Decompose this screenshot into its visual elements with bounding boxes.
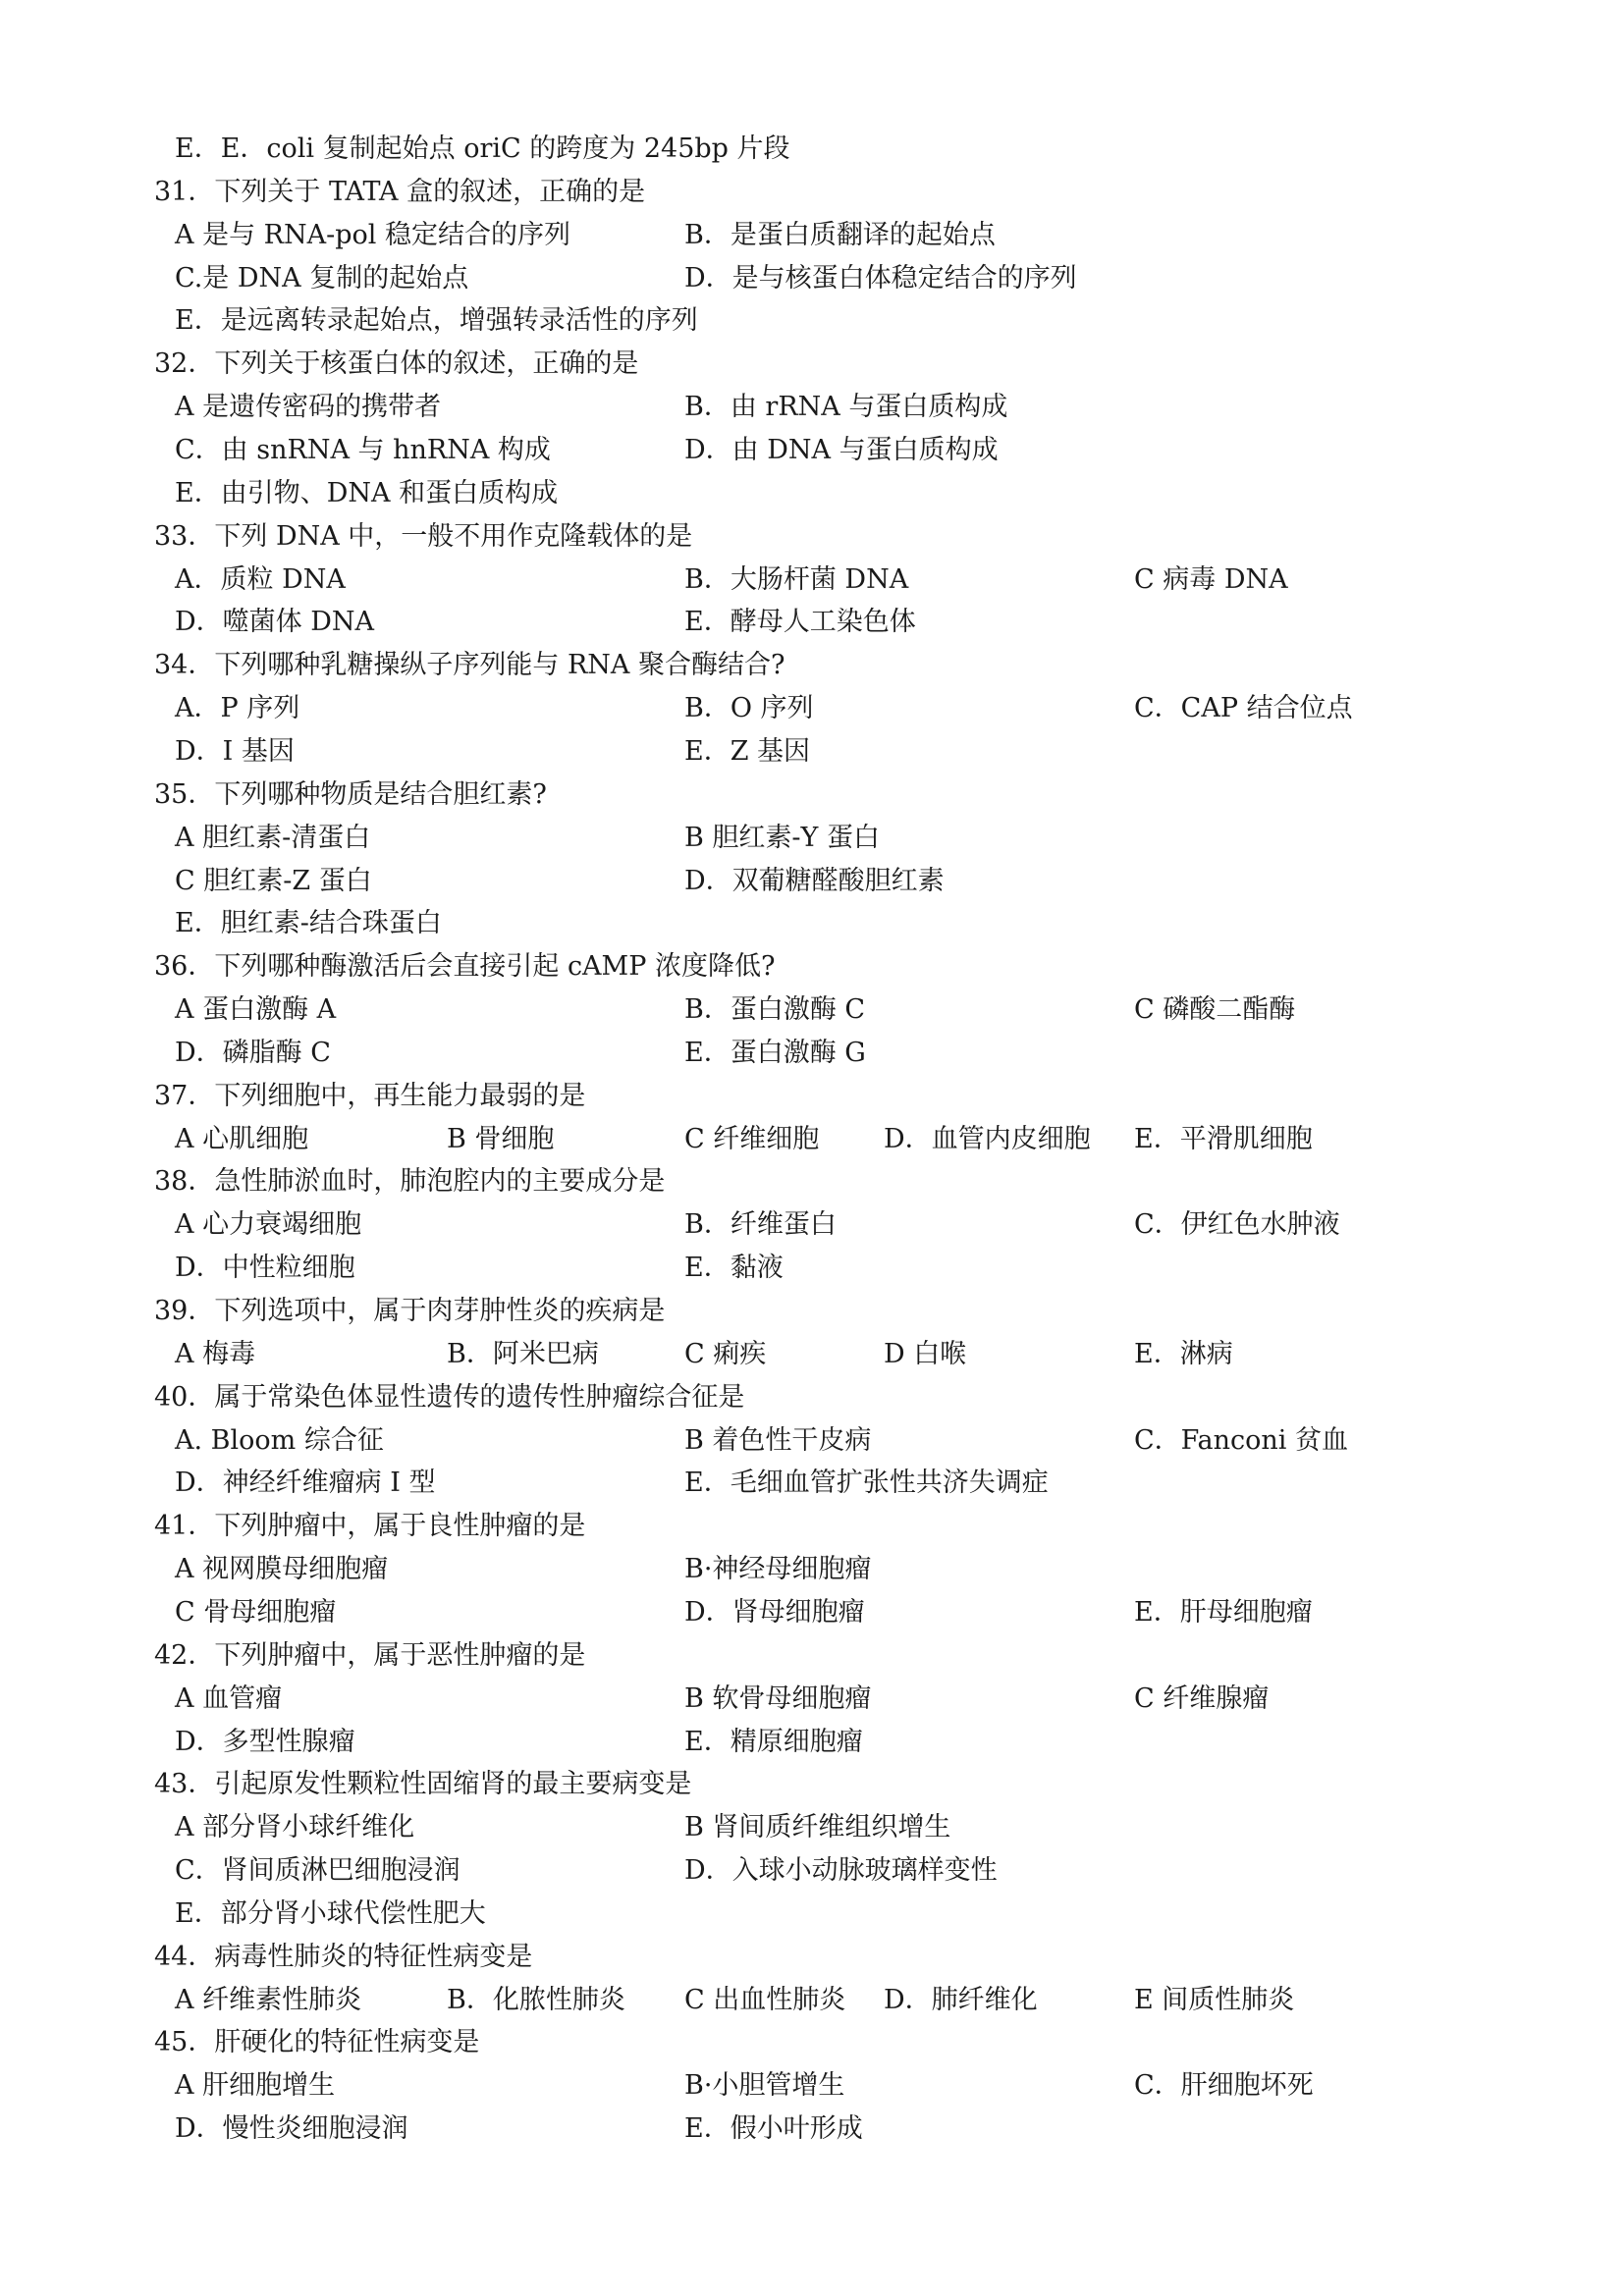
option-text: A 部分肾小球纤维化 — [175, 1812, 415, 1843]
question-stem-row — [0, 171, 1624, 214]
option-row — [0, 1118, 1624, 1161]
question-stem: 31．下列关于 TATA 盒的叙述，正确的是 — [154, 176, 646, 207]
option-text: C.是 DNA 复制的起始点 — [175, 262, 469, 294]
question-stem: 32．下列关于核蛋白体的叙述，正确的是 — [154, 348, 639, 380]
option-text: D．磷脂酶 C — [175, 1037, 331, 1068]
option-row — [0, 1032, 1624, 1075]
option-text: B．蛋白激酶 C — [684, 994, 866, 1025]
option-text: D．由 DNA 与蛋白质构成 — [684, 434, 999, 465]
option-text: E．平滑肌细胞 — [1134, 1123, 1313, 1154]
option-text: D．多型性腺瘤 — [175, 1726, 355, 1757]
option-text: A 血管瘤 — [175, 1682, 283, 1714]
option-row — [0, 601, 1624, 644]
option-text: B 软骨母细胞瘤 — [684, 1682, 872, 1714]
option-text: B．由 rRNA 与蛋白质构成 — [684, 392, 1008, 423]
question-stem-row — [0, 1376, 1624, 1419]
option-text: C．肝细胞坏死 — [1134, 2070, 1314, 2102]
option-row — [0, 730, 1624, 774]
option-text: E．毛细血管扩张性共济失调症 — [684, 1468, 1049, 1499]
option-text: C 病毒 DNA — [1134, 563, 1288, 595]
option-text: E 间质性肺炎 — [1134, 1984, 1295, 2015]
question-stem-row — [0, 1075, 1624, 1118]
option-text: E．由引物、DNA 和蛋白质构成 — [175, 477, 559, 508]
option-text: C 痢疾 — [684, 1338, 767, 1369]
option-text: C 胆红素-Z 蛋白 — [175, 865, 372, 896]
question-stem: 40．属于常染色体显性遗传的遗传性肿瘤综合征是 — [154, 1381, 745, 1413]
option-text: B·小胆管增生 — [684, 2070, 845, 2102]
question-stem: 36．下列哪种酶激活后会直接引起 cAMP 浓度降低? — [154, 951, 776, 983]
question-stem-row — [0, 1505, 1624, 1548]
option-text: C 纤维细胞 — [684, 1123, 820, 1154]
option-row — [0, 2064, 1624, 2108]
option-row — [0, 1548, 1624, 1591]
option-text: E．部分肾小球代偿性肥大 — [175, 1897, 486, 1929]
option-text: B．化脓性肺炎 — [447, 1984, 625, 2015]
option-text: D．入球小动脉玻璃样变性 — [684, 1855, 998, 1886]
option-text: D．肾母细胞瘤 — [684, 1596, 865, 1628]
option-text: D．慢性炎细胞浸润 — [175, 2113, 408, 2145]
option-text: E．是远离转录起始点，增强转录活性的序列 — [175, 305, 698, 337]
option-text: C．Fanconi 贫血 — [1134, 1424, 1349, 1456]
option-row — [0, 902, 1624, 945]
option-row — [0, 386, 1624, 429]
option-row — [0, 817, 1624, 860]
question-stem-row — [0, 945, 1624, 988]
option-row — [0, 1893, 1624, 1936]
option-text: D．噬菌体 DNA — [175, 607, 375, 638]
option-row — [0, 1591, 1624, 1634]
option-row — [0, 128, 1624, 171]
question-stem-row — [0, 2021, 1624, 2064]
option-text: A 梅毒 — [175, 1338, 256, 1369]
option-text: A 肝细胞增生 — [175, 2070, 336, 2102]
option-text: A 纤维素性肺炎 — [175, 1984, 362, 2015]
option-text: A 是遗传密码的携带者 — [175, 392, 442, 423]
option-text: A．P 序列 — [175, 693, 300, 724]
option-text: B 肾间质纤维组织增生 — [684, 1812, 951, 1843]
option-row — [0, 687, 1624, 730]
option-text: D．肺纤维化 — [884, 1984, 1038, 2015]
option-text: A．质粒 DNA — [175, 563, 346, 595]
option-text: D．双葡糖醛酸胆红素 — [684, 865, 945, 896]
option-text: E．淋病 — [1134, 1338, 1233, 1369]
question-stem-row — [0, 1763, 1624, 1806]
question-stem: 33．下列 DNA 中，一般不用作克隆载体的是 — [154, 520, 693, 552]
option-row — [0, 429, 1624, 472]
question-stem: 35．下列哪种物质是结合胆红素? — [154, 778, 547, 810]
option-text: A 胆红素-清蛋白 — [175, 822, 371, 853]
question-stem-row — [0, 1634, 1624, 1678]
option-text: C 磷酸二酯酶 — [1134, 994, 1296, 1025]
option-row — [0, 1678, 1624, 1721]
option-text: C．肾间质淋巴细胞浸润 — [175, 1855, 460, 1886]
option-text: B．阿米巴病 — [447, 1338, 599, 1369]
option-text: B 骨细胞 — [447, 1123, 555, 1154]
question-stem-row — [0, 1290, 1624, 1333]
option-text: B．O 序列 — [684, 693, 814, 724]
option-text: A 是与 RNA-pol 稳定结合的序列 — [175, 219, 570, 250]
option-row — [0, 214, 1624, 257]
option-text: E．蛋白激酶 G — [684, 1037, 866, 1068]
question-stem: 37．下列细胞中，再生能力最弱的是 — [154, 1080, 586, 1111]
option-row — [0, 1333, 1624, 1376]
option-row — [0, 1419, 1624, 1463]
option-row — [0, 257, 1624, 300]
option-row — [0, 1849, 1624, 1893]
option-text: E．黏液 — [684, 1253, 784, 1284]
question-stem-row — [0, 515, 1624, 559]
question-stem-row — [0, 1160, 1624, 1203]
question-stem: 42．下列肿瘤中，属于恶性肿瘤的是 — [154, 1639, 586, 1671]
option-row — [0, 1979, 1624, 2022]
option-text: E．胆红素-结合珠蛋白 — [175, 908, 442, 939]
option-text: D．中性粒细胞 — [175, 1253, 355, 1284]
option-row — [0, 559, 1624, 602]
option-row — [0, 1806, 1624, 1849]
option-text: D．I 基因 — [175, 735, 295, 767]
option-text: C 出血性肺炎 — [684, 1984, 846, 2015]
option-text: E．精原细胞瘤 — [684, 1726, 863, 1757]
option-text: E．酵母人工染色体 — [684, 607, 916, 638]
question-stem: 38．急性肺淤血时，肺泡腔内的主要成分是 — [154, 1166, 666, 1198]
option-row — [0, 1721, 1624, 1764]
option-row — [0, 472, 1624, 515]
question-stem-row — [0, 343, 1624, 386]
question-stem: 39．下列选项中，属于肉芽肿性炎的疾病是 — [154, 1296, 666, 1326]
option-text: A 视网膜母细胞瘤 — [175, 1554, 389, 1584]
option-row — [0, 1247, 1624, 1290]
option-text: D．是与核蛋白体稳定结合的序列 — [684, 262, 1077, 294]
question-stem-row — [0, 774, 1624, 817]
option-row — [0, 1203, 1624, 1247]
option-text: B 胆红素-Y 蛋白 — [684, 822, 880, 853]
option-row — [0, 1462, 1624, 1505]
option-text: A 心肌细胞 — [175, 1123, 309, 1154]
option-text: D 白喉 — [884, 1338, 967, 1369]
option-text: D．血管内皮细胞 — [884, 1123, 1091, 1154]
option-text: C 骨母细胞瘤 — [175, 1596, 337, 1628]
option-text: A. Bloom 综合征 — [175, 1424, 384, 1456]
option-text: C．由 snRNA 与 hnRNA 构成 — [175, 434, 551, 465]
option-text: B．纤维蛋白 — [684, 1209, 837, 1241]
option-text: A 蛋白激酶 A — [175, 994, 337, 1025]
option-text: E．肝母细胞瘤 — [1134, 1596, 1313, 1628]
option-row — [0, 988, 1624, 1032]
question-stem-row — [0, 1936, 1624, 1979]
option-row — [0, 299, 1624, 343]
option-text: C．CAP 结合位点 — [1134, 693, 1353, 724]
option-text: C 纤维腺瘤 — [1134, 1682, 1270, 1714]
option-text: B·神经母细胞瘤 — [684, 1554, 872, 1584]
option-row — [0, 860, 1624, 903]
question-stem: 43．引起原发性颗粒性固缩肾的最主要病变是 — [154, 1769, 692, 1800]
option-text: B．是蛋白质翻译的起始点 — [684, 219, 996, 250]
option-text: C．伊红色水肿液 — [1134, 1209, 1340, 1241]
option-text: B．大肠杆菌 DNA — [684, 563, 909, 595]
option-text: A 心力衰竭细胞 — [175, 1209, 362, 1241]
question-stem: 45．肝硬化的特征性病变是 — [154, 2027, 480, 2058]
option-text: E．E．coli 复制起始点 oriC 的跨度为 245bp 片段 — [175, 133, 790, 164]
option-row — [0, 2108, 1624, 2151]
option-text: D．神经纤维瘤病 I 型 — [175, 1468, 436, 1499]
question-stem-row — [0, 644, 1624, 687]
option-text: B 着色性干皮病 — [684, 1424, 872, 1456]
option-text: E．Z 基因 — [684, 735, 811, 767]
question-stem: 34．下列哪种乳糖操纵子序列能与 RNA 聚合酶结合? — [154, 650, 785, 681]
option-text: E．假小叶形成 — [684, 2113, 863, 2145]
question-stem: 44．病毒性肺炎的特征性病变是 — [154, 1941, 533, 1972]
question-stem: 41．下列肿瘤中，属于良性肿瘤的是 — [154, 1511, 586, 1542]
